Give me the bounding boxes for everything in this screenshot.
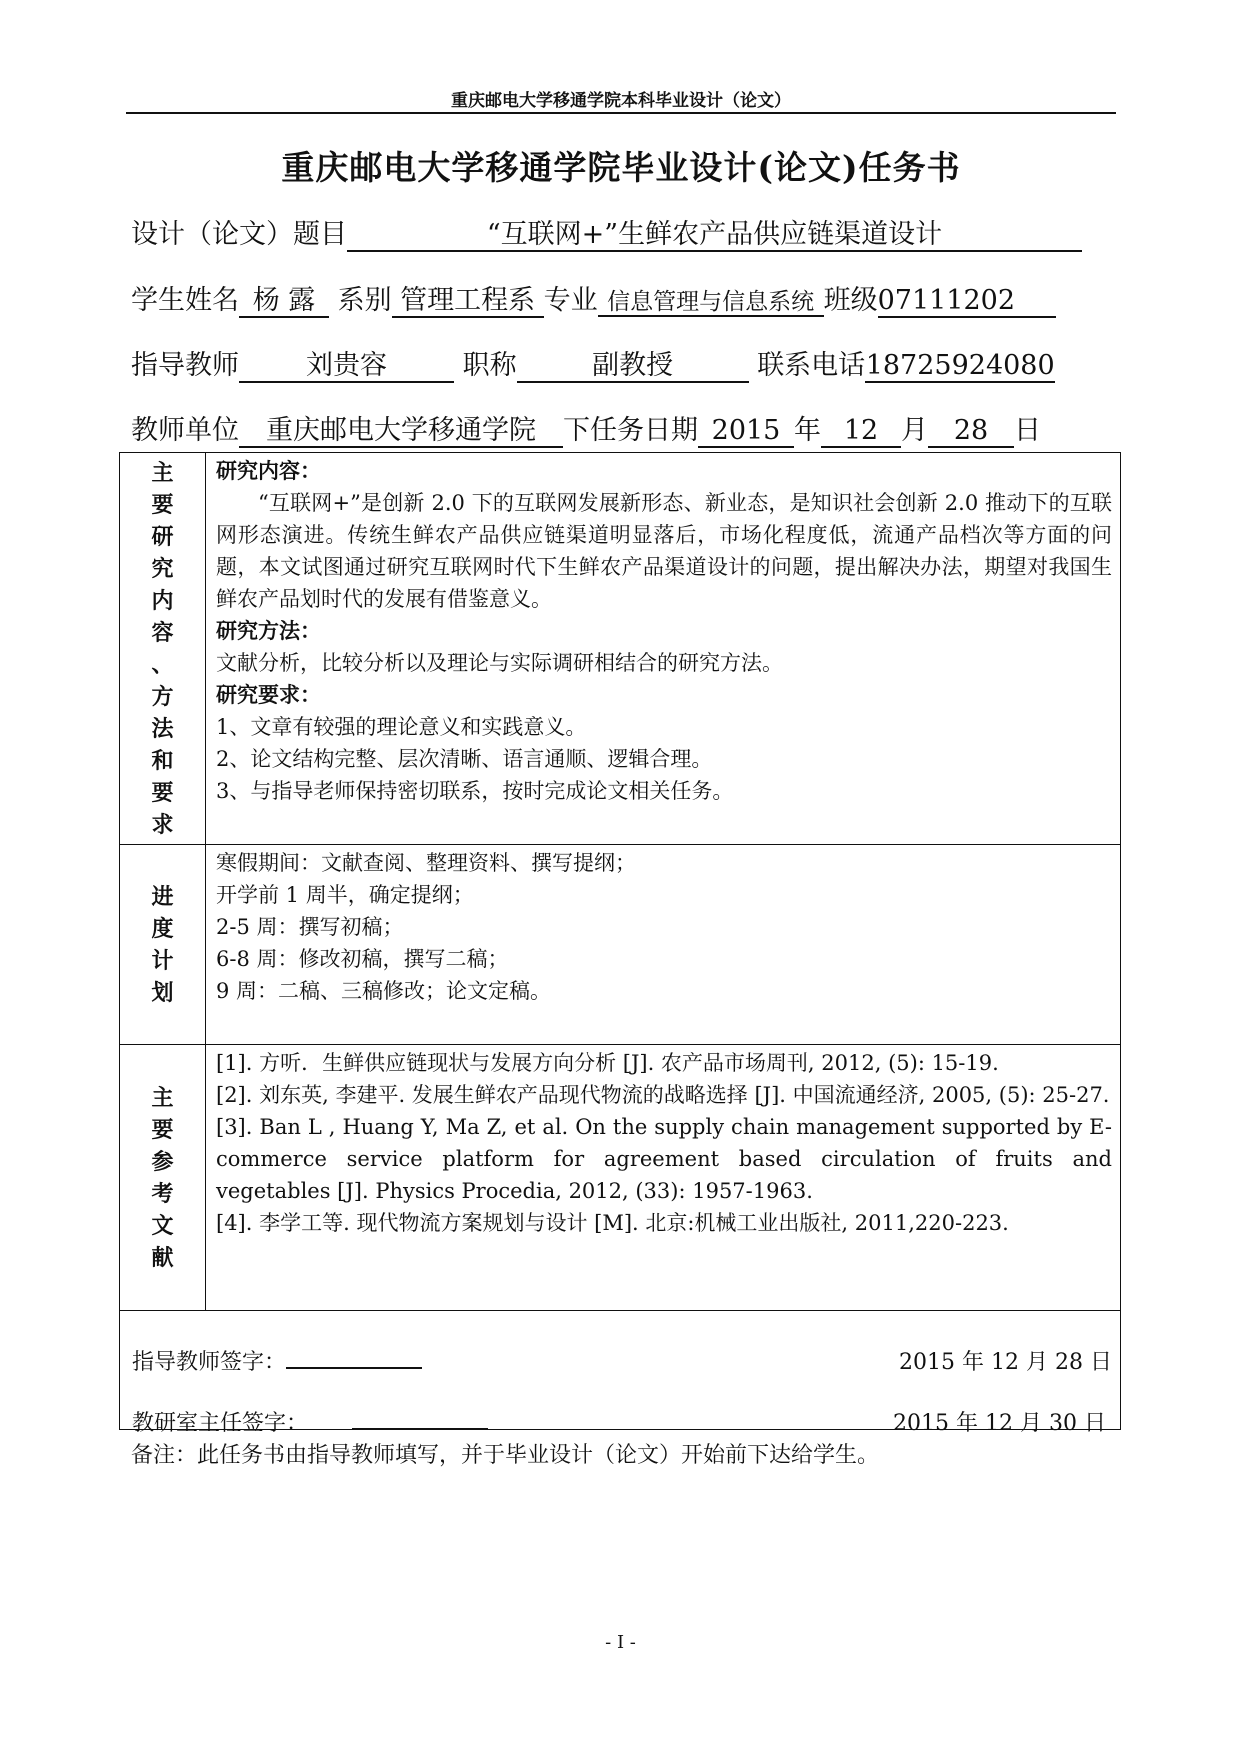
date-day: 28 xyxy=(928,415,1014,448)
advisor-signature-label: 指导教师签字： xyxy=(132,1350,287,1375)
label-char: 研 xyxy=(151,523,174,550)
label-char: 参 xyxy=(151,1148,174,1175)
label-char: 、 xyxy=(151,651,174,678)
research-content xyxy=(216,455,1112,807)
rank-label: 职称 xyxy=(462,350,517,381)
date-day-unit: 日 xyxy=(1014,415,1041,446)
director-signature-date: 2015 年 12 月 30 日 xyxy=(893,1411,1106,1436)
topic-line xyxy=(131,212,1082,252)
method-heading: 研究方法： xyxy=(216,618,321,643)
requirement-item: 2、论文结构完整、层次清晰、语言通顺、逻辑合理。 xyxy=(216,747,713,771)
unit-label: 教师单位 xyxy=(131,415,239,446)
label-char: 究 xyxy=(151,555,174,582)
label-char: 和 xyxy=(151,747,174,774)
label-char: 主 xyxy=(151,459,174,486)
label-char: 度 xyxy=(151,915,174,942)
dept-value: 管理工程系 xyxy=(392,285,544,318)
page-header: 重庆邮电大学移通学院本科毕业设计（论文） xyxy=(451,91,791,111)
references-row xyxy=(120,1045,1120,1311)
method-text: 文献分析，比较分析以及理论与实际调研相结合的研究方法。 xyxy=(216,651,783,675)
advisor-signature-blank[interactable] xyxy=(286,1367,422,1369)
date-year: 2015 xyxy=(698,415,794,448)
document-title: 重庆邮电大学移通学院毕业设计(论文)任务书 xyxy=(281,148,961,187)
label-char: 内 xyxy=(151,587,174,614)
content-text: “互联网+”是创新 2.0 下的互联网发展新形态、新业态，是知识社会创新 2.0 推动下的互联网形态演进。传统生鲜农产品供应链渠道明显落后，市场化程度低，流通产品档次等方面的问题，本文试图通过研究互联网时代下生鲜农产品渠道设计的问题，提出解决办法，期望对我国生鲜农产品划时代的发展有借鉴意义。 xyxy=(216,491,1112,611)
requirement-item: 3、与指导老师保持密切联系，按时完成论文相关任务。 xyxy=(216,779,734,803)
page-number: - I - xyxy=(605,1632,636,1653)
research-row xyxy=(120,453,1120,845)
director-signature-label: 教研室主任签字： xyxy=(132,1411,309,1436)
advisor-value: 刘贵容 xyxy=(239,350,454,383)
label-char: 要 xyxy=(151,779,174,806)
references-content xyxy=(216,1047,1112,1239)
schedule-label xyxy=(120,845,206,1044)
label-char: 要 xyxy=(151,1116,174,1143)
schedule-item: 开学前 1 周半，确定提纲； xyxy=(216,883,474,907)
schedule-content xyxy=(216,847,1112,1007)
major-value: 信息管理与信息系统 xyxy=(598,289,824,317)
label-char: 考 xyxy=(151,1180,174,1207)
label-char: 法 xyxy=(151,715,174,742)
signatures-row xyxy=(120,1311,1120,1436)
phone-label: 联系电话 xyxy=(757,350,866,381)
reference-item: [4]. 李学工等. 现代物流方案规划与设计 [M]. 北京:机械工业出版社, 2011,220-223. xyxy=(216,1211,1009,1235)
unit-value: 重庆邮电大学移通学院 xyxy=(239,415,563,448)
header-rule xyxy=(126,112,1116,114)
major-label: 专业 xyxy=(543,285,598,316)
date-month: 12 xyxy=(821,415,901,448)
student-label: 学生姓名 xyxy=(131,285,239,316)
reference-item: [1]. 方听．生鲜供应链现状与发展方向分析 [J]. 农产品市场周刊, 2012, (5): 15-19. xyxy=(216,1051,999,1075)
advisor-line xyxy=(131,343,1055,383)
requirement-item: 1、文章有较强的理论意义和实践意义。 xyxy=(216,715,587,739)
date-month-unit: 月 xyxy=(901,415,928,446)
schedule-item: 寒假期间：文献查阅、整理资料、撰写提纲； xyxy=(216,851,636,875)
research-label xyxy=(120,453,206,844)
label-char: 主 xyxy=(151,1084,174,1111)
rank-value: 副教授 xyxy=(517,350,749,383)
advisor-signature-date: 2015 年 12 月 28 日 xyxy=(899,1350,1112,1375)
topic-value: “互联网+”生鲜农产品供应链渠道设计 xyxy=(347,219,1082,252)
label-char: 献 xyxy=(151,1244,174,1271)
advisor-label: 指导教师 xyxy=(131,350,239,381)
remark-note: 备注：此任务书由指导教师填写，并于毕业设计（论文）开始前下达给学生。 xyxy=(131,1443,880,1468)
date-year-unit: 年 xyxy=(794,415,821,446)
student-line xyxy=(131,278,1056,318)
label-char: 求 xyxy=(151,811,174,838)
label-char: 计 xyxy=(151,947,174,974)
references-label xyxy=(120,1045,206,1310)
date-label: 下任务日期 xyxy=(563,415,698,446)
dept-label: 系别 xyxy=(337,285,392,316)
director-signature-blank[interactable] xyxy=(352,1428,488,1430)
label-char: 进 xyxy=(151,883,174,910)
class-label: 班级 xyxy=(823,285,878,316)
task-table xyxy=(119,452,1121,1436)
student-value: 杨 露 xyxy=(239,285,329,318)
label-char: 要 xyxy=(151,491,174,518)
schedule-row xyxy=(120,845,1120,1045)
reference-item: [3]. Ban L , Huang Y, Ma Z, et al. On the supply chain management supported by E-commerce service platform for agreement based circulation of fruits and vegetables [J]. Physics Procedia, 2012, (33): 1957-1963. xyxy=(216,1115,1112,1203)
topic-label: 设计（论文）题目 xyxy=(131,219,347,250)
schedule-item: 9 周：二稿、三稿修改；论文定稿。 xyxy=(216,979,552,1003)
label-char: 方 xyxy=(151,683,174,710)
class-value: 07111202 xyxy=(878,285,1056,318)
schedule-item: 6-8 周：修改初稿，撰写二稿； xyxy=(216,947,509,971)
reference-item: [2]. 刘东英, 李建平. 发展生鲜农产品现代物流的战略选择 [J]. 中国流通经济, 2005, (5): 25-27. xyxy=(216,1083,1110,1107)
phone-value: 18725924080 xyxy=(865,350,1055,383)
label-char: 划 xyxy=(151,979,174,1006)
schedule-item: 2-5 周：撰写初稿； xyxy=(216,915,404,939)
label-char: 容 xyxy=(151,619,174,646)
label-char: 文 xyxy=(151,1212,174,1239)
requirement-heading: 研究要求： xyxy=(216,682,321,707)
content-heading: 研究内容： xyxy=(216,458,321,483)
unit-line xyxy=(131,408,1041,448)
